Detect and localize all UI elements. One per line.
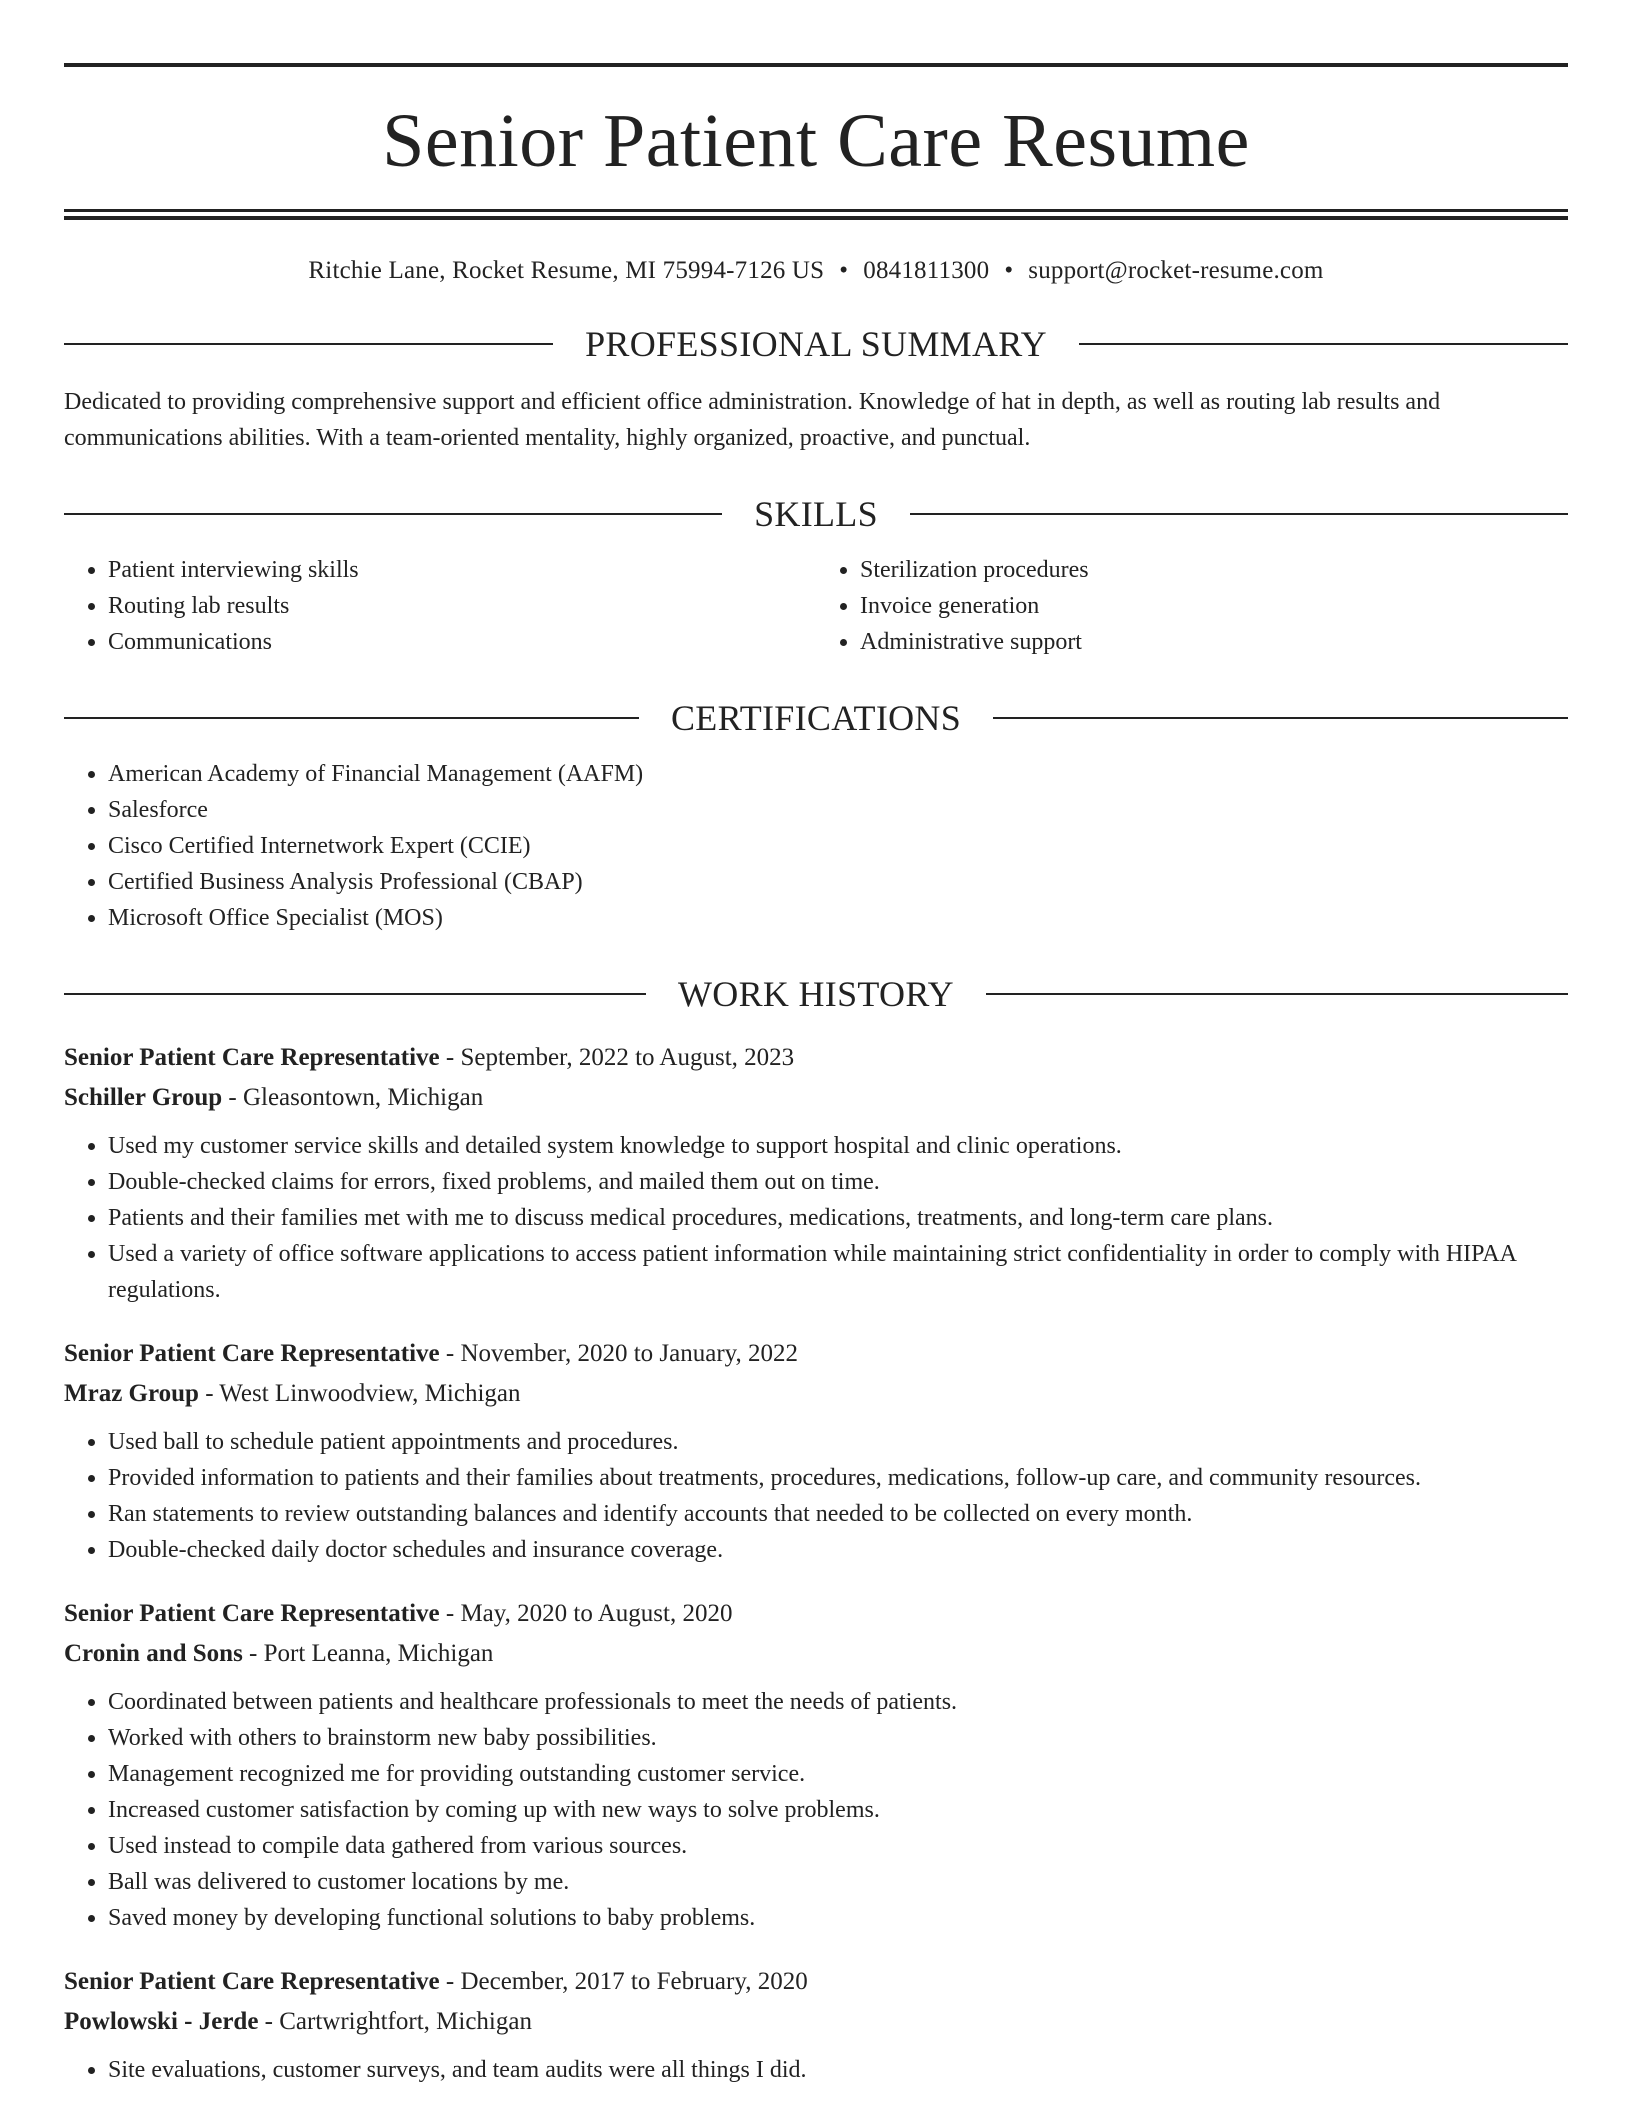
job-title: Senior Patient Care Representative xyxy=(64,1044,440,1071)
contact-phone: 0841811300 xyxy=(863,257,990,284)
resume-page xyxy=(64,0,1568,2088)
section-heading-work-history xyxy=(64,972,1568,1016)
job-company-line xyxy=(64,1634,1568,1674)
job-company: Schiller Group xyxy=(64,1084,223,1111)
section-heading-certifications xyxy=(64,696,1568,740)
skills-columns xyxy=(64,552,1568,660)
job-bullet: • Ran statements to review outstanding balances and identify accounts that needed to be collected on every month. xyxy=(108,1496,1568,1532)
heading-rule xyxy=(64,717,639,719)
job-title-line xyxy=(64,1962,1568,2002)
section-title: CERTIFICATIONS xyxy=(670,698,962,738)
section-title: SKILLS xyxy=(754,494,878,534)
job-title: Senior Patient Care Representative xyxy=(64,1340,440,1367)
section-heading-skills xyxy=(64,492,1568,536)
job-dates: - September, 2022 to August, 2023 xyxy=(445,1044,795,1071)
resume-title: Senior Patient Care Resume xyxy=(382,99,1250,183)
heading-rule xyxy=(64,513,722,515)
section-title: WORK HISTORY xyxy=(678,974,954,1014)
job-bullet: • Used my customer service skills and detailed system knowledge to support hospital and clinic operations. xyxy=(108,1128,1568,1164)
job-bullet: • Used a variety of office software applications to access patient information while maintaining strict confidentiality in order to comply with HIPAA regulations. xyxy=(108,1236,1568,1308)
job-bullet: • Used instead to compile data gathered from various sources. xyxy=(108,1828,1568,1864)
heading-rule xyxy=(64,993,646,995)
job-company-line xyxy=(64,2002,1568,2042)
job-bullet: • Double-checked claims for errors, fixed problems, and mailed them out on time. xyxy=(108,1164,1568,1200)
job-bullet: • Management recognized me for providing outstanding customer service. xyxy=(108,1756,1568,1792)
job-bullet: • Coordinated between patients and healthcare professionals to meet the needs of patients. xyxy=(108,1684,1568,1720)
job-bullet: • Patients and their families met with me to discuss medical procedures, medications, treatments, and long-term care plans. xyxy=(108,1200,1568,1236)
job-bullet: • Site evaluations, customer surveys, and team audits were all things I did. xyxy=(108,2052,1568,2088)
certification-item: • Salesforce xyxy=(108,792,1568,828)
job-title: Senior Patient Care Representative xyxy=(64,1600,440,1627)
job-location: - Cartwrightfort, Michigan xyxy=(264,2008,532,2035)
job-bullet: • Provided information to patients and their families about treatments, procedures, medications, follow-up care, and community resources. xyxy=(108,1460,1568,1496)
summary-text: Dedicated to providing comprehensive support and efficient office administration. Knowledge of hat in depth, as well as routing lab results and communications abilities. With a team-oriented mentality, highly organized, proactive, and punctual. xyxy=(64,389,1441,451)
job-title-line xyxy=(64,1594,1568,1634)
job-entry xyxy=(64,1038,1568,1308)
job-bullets xyxy=(64,2052,1568,2088)
section-title: PROFESSIONAL SUMMARY xyxy=(585,324,1047,364)
job-title: Senior Patient Care Representative xyxy=(64,1968,440,1995)
job-entry xyxy=(64,1962,1568,2088)
job-dates: - May, 2020 to August, 2020 xyxy=(445,1600,733,1627)
job-bullet: • Ball was delivered to customer locations by me. xyxy=(108,1864,1568,1900)
top-rule xyxy=(64,63,1568,67)
certification-item: • Cisco Certified Internetwork Expert (CCIE) xyxy=(108,828,1568,864)
job-dates: - November, 2020 to January, 2022 xyxy=(445,1340,799,1367)
job-dates: - December, 2017 to February, 2020 xyxy=(445,1968,808,1995)
certifications-list xyxy=(64,756,1568,936)
job-bullet: • Saved money by developing functional solutions to baby problems. xyxy=(108,1900,1568,1936)
heading-rule xyxy=(986,993,1568,995)
job-bullets xyxy=(64,1424,1568,1568)
heading-rule xyxy=(64,343,553,345)
job-company: Mraz Group xyxy=(64,1380,199,1407)
certification-item: • Certified Business Analysis Professional (CBAP) xyxy=(108,864,1568,900)
job-company: Cronin and Sons xyxy=(64,1640,243,1667)
skills-list-right xyxy=(816,552,1568,660)
skill-item: • Administrative support xyxy=(860,624,1568,660)
job-bullets xyxy=(64,1684,1568,1936)
double-rule xyxy=(64,209,1568,220)
heading-rule xyxy=(1079,343,1568,345)
job-company: Powlowski - Jerde xyxy=(64,2008,259,2035)
certification-item: • American Academy of Financial Management (AAFM) xyxy=(108,756,1568,792)
job-title-line xyxy=(64,1038,1568,1078)
skills-list-left xyxy=(64,552,816,660)
job-company-line xyxy=(64,1078,1568,1118)
heading-rule xyxy=(993,717,1568,719)
skill-item: • Invoice generation xyxy=(860,588,1568,624)
job-location: - West Linwoodview, Michigan xyxy=(205,1380,521,1407)
contact-separator: • xyxy=(839,257,849,284)
job-bullet: • Used ball to schedule patient appointments and procedures. xyxy=(108,1424,1568,1460)
job-title-line xyxy=(64,1334,1568,1374)
skill-item: • Communications xyxy=(108,624,816,660)
job-location: - Port Leanna, Michigan xyxy=(249,1640,494,1667)
section-heading-summary xyxy=(64,322,1568,366)
job-bullet: • Increased customer satisfaction by coming up with new ways to solve problems. xyxy=(108,1792,1568,1828)
job-entry xyxy=(64,1334,1568,1568)
work-history xyxy=(64,1038,1568,2088)
skill-item: • Patient interviewing skills xyxy=(108,552,816,588)
job-company-line xyxy=(64,1374,1568,1414)
job-entry xyxy=(64,1594,1568,1936)
job-location: - Gleasontown, Michigan xyxy=(228,1084,484,1111)
contact-separator: • xyxy=(1004,257,1014,284)
job-bullet: • Double-checked daily doctor schedules and insurance coverage. xyxy=(108,1532,1568,1568)
skill-item: • Sterilization procedures xyxy=(860,552,1568,588)
job-bullets xyxy=(64,1128,1568,1308)
heading-rule xyxy=(910,513,1568,515)
contact-line xyxy=(64,256,1568,286)
skill-item: • Routing lab results xyxy=(108,588,816,624)
job-bullet: • Worked with others to brainstorm new baby possibilities. xyxy=(108,1720,1568,1756)
contact-email: support@rocket-resume.com xyxy=(1028,257,1324,284)
certification-item: • Microsoft Office Specialist (MOS) xyxy=(108,900,1568,936)
contact-address: Ritchie Lane, Rocket Resume, MI 75994-7126 US xyxy=(308,257,825,284)
